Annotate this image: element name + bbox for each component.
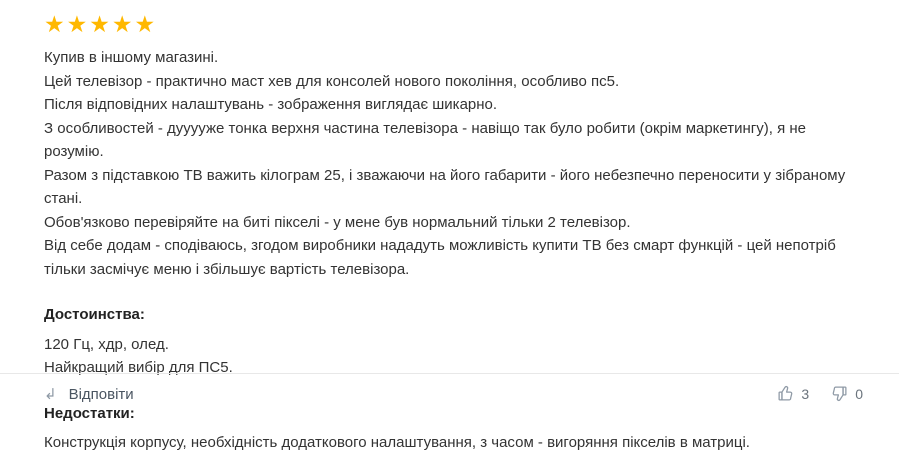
review-paragraph: З особливостей - дууууже тонка верхня частина телевізора - навіщо так було робити (окрім маркетингу), я не розумію. xyxy=(44,119,807,160)
dislike-count: 0 xyxy=(855,385,863,402)
pros-line: Найкращий вибір для ПС5. xyxy=(44,359,233,376)
review-paragraph: Обов'язково перевіряйте на биті пікселі - у мене був нормальний тільки 2 телевізор. xyxy=(44,213,631,231)
reply-arrow-icon: ↳ xyxy=(44,386,57,403)
vote-controls xyxy=(777,385,863,402)
pros-section xyxy=(44,303,856,380)
thumbs-down-icon xyxy=(831,385,848,402)
review-paragraph: Разом з підставкою ТВ важить кілограм 25, і зважаючи на його габарити - його небезпечно переносити у зібраному стані. xyxy=(44,166,846,207)
review-footer xyxy=(0,373,899,420)
review-paragraph: Цей телевізор - практично маст хев для консолей нового покоління, особливо пс5. xyxy=(44,72,620,90)
rating-stars xyxy=(44,12,157,36)
star-icon-5: ★ xyxy=(134,11,158,37)
like-count: 3 xyxy=(801,385,810,402)
star-icon-4: ★ xyxy=(111,11,135,37)
review-paragraph: Від себе додам - сподіваюсь, згодом виробники нададуть можливість купити ТВ без смарт функцій - цей непотріб тільки засмічує меню і збільшує вартість телевізора. xyxy=(44,237,836,278)
star-icon-3: ★ xyxy=(89,11,112,37)
cons-line: Конструкція корпусу, необхідність додаткового налаштування, з часом - вигоряння пікселів в матриці. xyxy=(44,434,750,451)
review-paragraph: Після відповідних налаштувань - зображення виглядає шикарно. xyxy=(44,96,498,113)
cons-title: Недостатки: xyxy=(44,404,135,422)
dislike-button[interactable] xyxy=(831,385,863,402)
reply-label: Відповіти xyxy=(68,386,134,403)
pros-title: Достоинства: xyxy=(44,306,145,323)
thumbs-up-icon xyxy=(777,385,794,402)
pros-line: 120 Гц, хдр, олед. xyxy=(44,335,169,353)
review-paragraph: Купив в іншому магазині. xyxy=(44,49,219,66)
reply-button[interactable] xyxy=(44,386,134,403)
star-icon-1: ★ xyxy=(44,11,67,37)
like-button[interactable] xyxy=(777,385,809,402)
star-icon-2: ★ xyxy=(66,11,90,37)
